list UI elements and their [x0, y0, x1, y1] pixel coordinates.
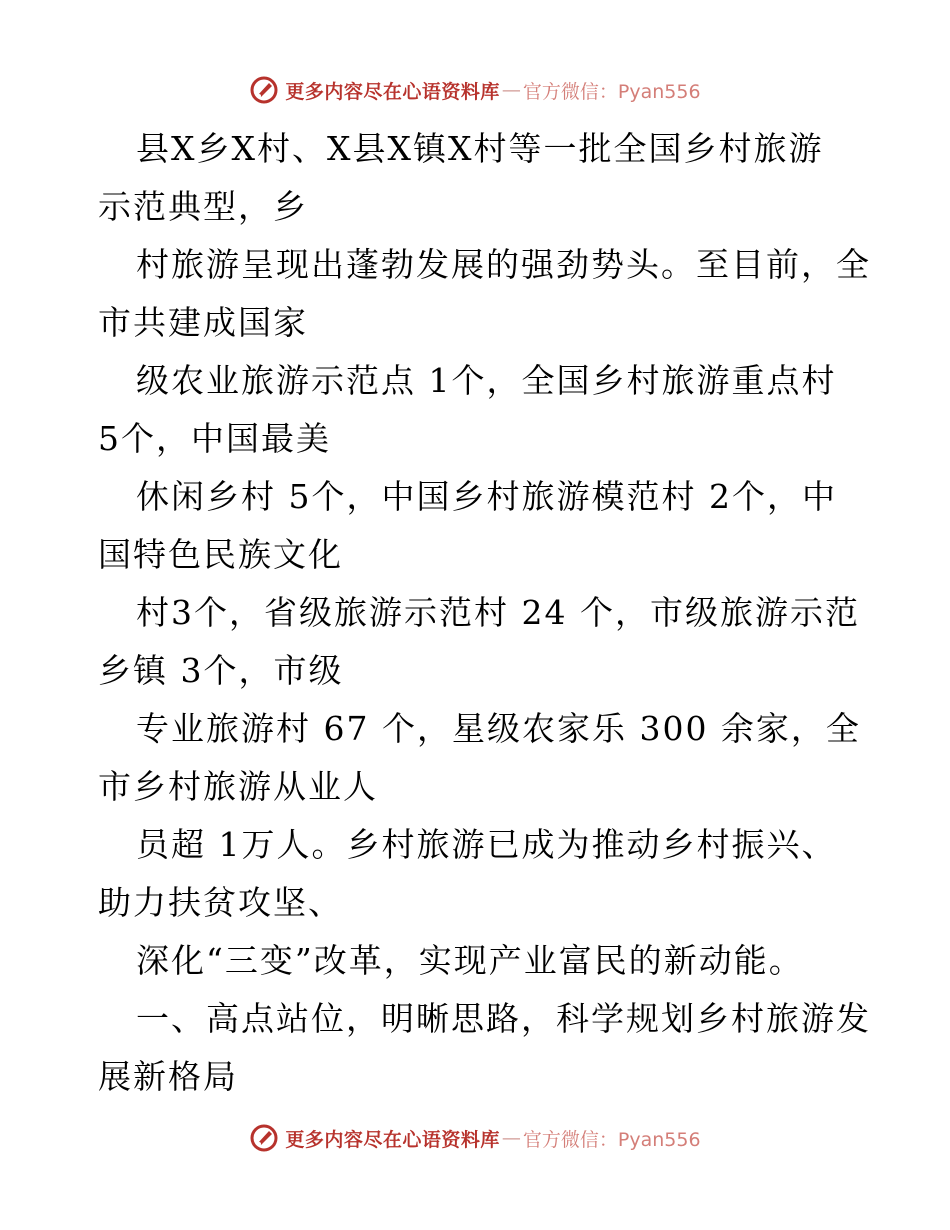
body-line: 专业旅游村 67 个，星级农家乐 300 余家，全 [136, 709, 861, 748]
body-line: 县X乡X村、X县X镇X村等一批全国乡村旅游 [136, 129, 824, 168]
logo-icon [249, 1123, 279, 1153]
logo-icon [249, 75, 279, 105]
header-watermark [0, 70, 950, 110]
body-line: 深化“三变”改革，实现产业富民的新动能。 [136, 941, 804, 980]
body-line: 市乡村旅游从业人 [98, 767, 378, 806]
watermark-sub-text: 官方微信：Pyan556 [522, 1128, 701, 1151]
body-line: 村旅游呈现出蓬勃发展的强劲势头。至目前，全 [136, 245, 871, 284]
section-heading-continued: 展新格局 [98, 1057, 238, 1096]
watermark-separator: — [501, 79, 521, 101]
body-line: 村3个，省级旅游示范村 24 个，市级旅游示范 [136, 593, 860, 632]
body-line: 助力扶贫攻坚、 [98, 883, 343, 922]
watermark-sub-text: 官方微信：Pyan556 [522, 80, 701, 103]
body-line: 乡镇 3个，市级 [98, 651, 344, 690]
document-body [98, 120, 871, 1106]
body-line: 示范典型，乡 [98, 187, 308, 226]
body-line: 员超 1万人。乡村旅游已成为推动乡村振兴、 [136, 825, 837, 864]
footer-watermark [0, 1118, 950, 1158]
body-line: 市共建成国家 [98, 303, 308, 342]
body-line: 国特色民族文化 [98, 535, 343, 574]
body-line: 5个，中国最美 [98, 419, 331, 458]
watermark-separator: — [501, 1127, 521, 1149]
watermark-main-text: 更多内容尽在心语资料库 [285, 1128, 500, 1151]
body-line: 级农业旅游示范点 1个，全国乡村旅游重点村 [136, 361, 837, 400]
body-line: 休闲乡村 5个，中国乡村旅游模范村 2个，中 [136, 477, 837, 516]
section-heading: 一、高点站位，明晰思路，科学规划乡村旅游发 [136, 999, 871, 1038]
watermark-main-text: 更多内容尽在心语资料库 [285, 80, 500, 103]
